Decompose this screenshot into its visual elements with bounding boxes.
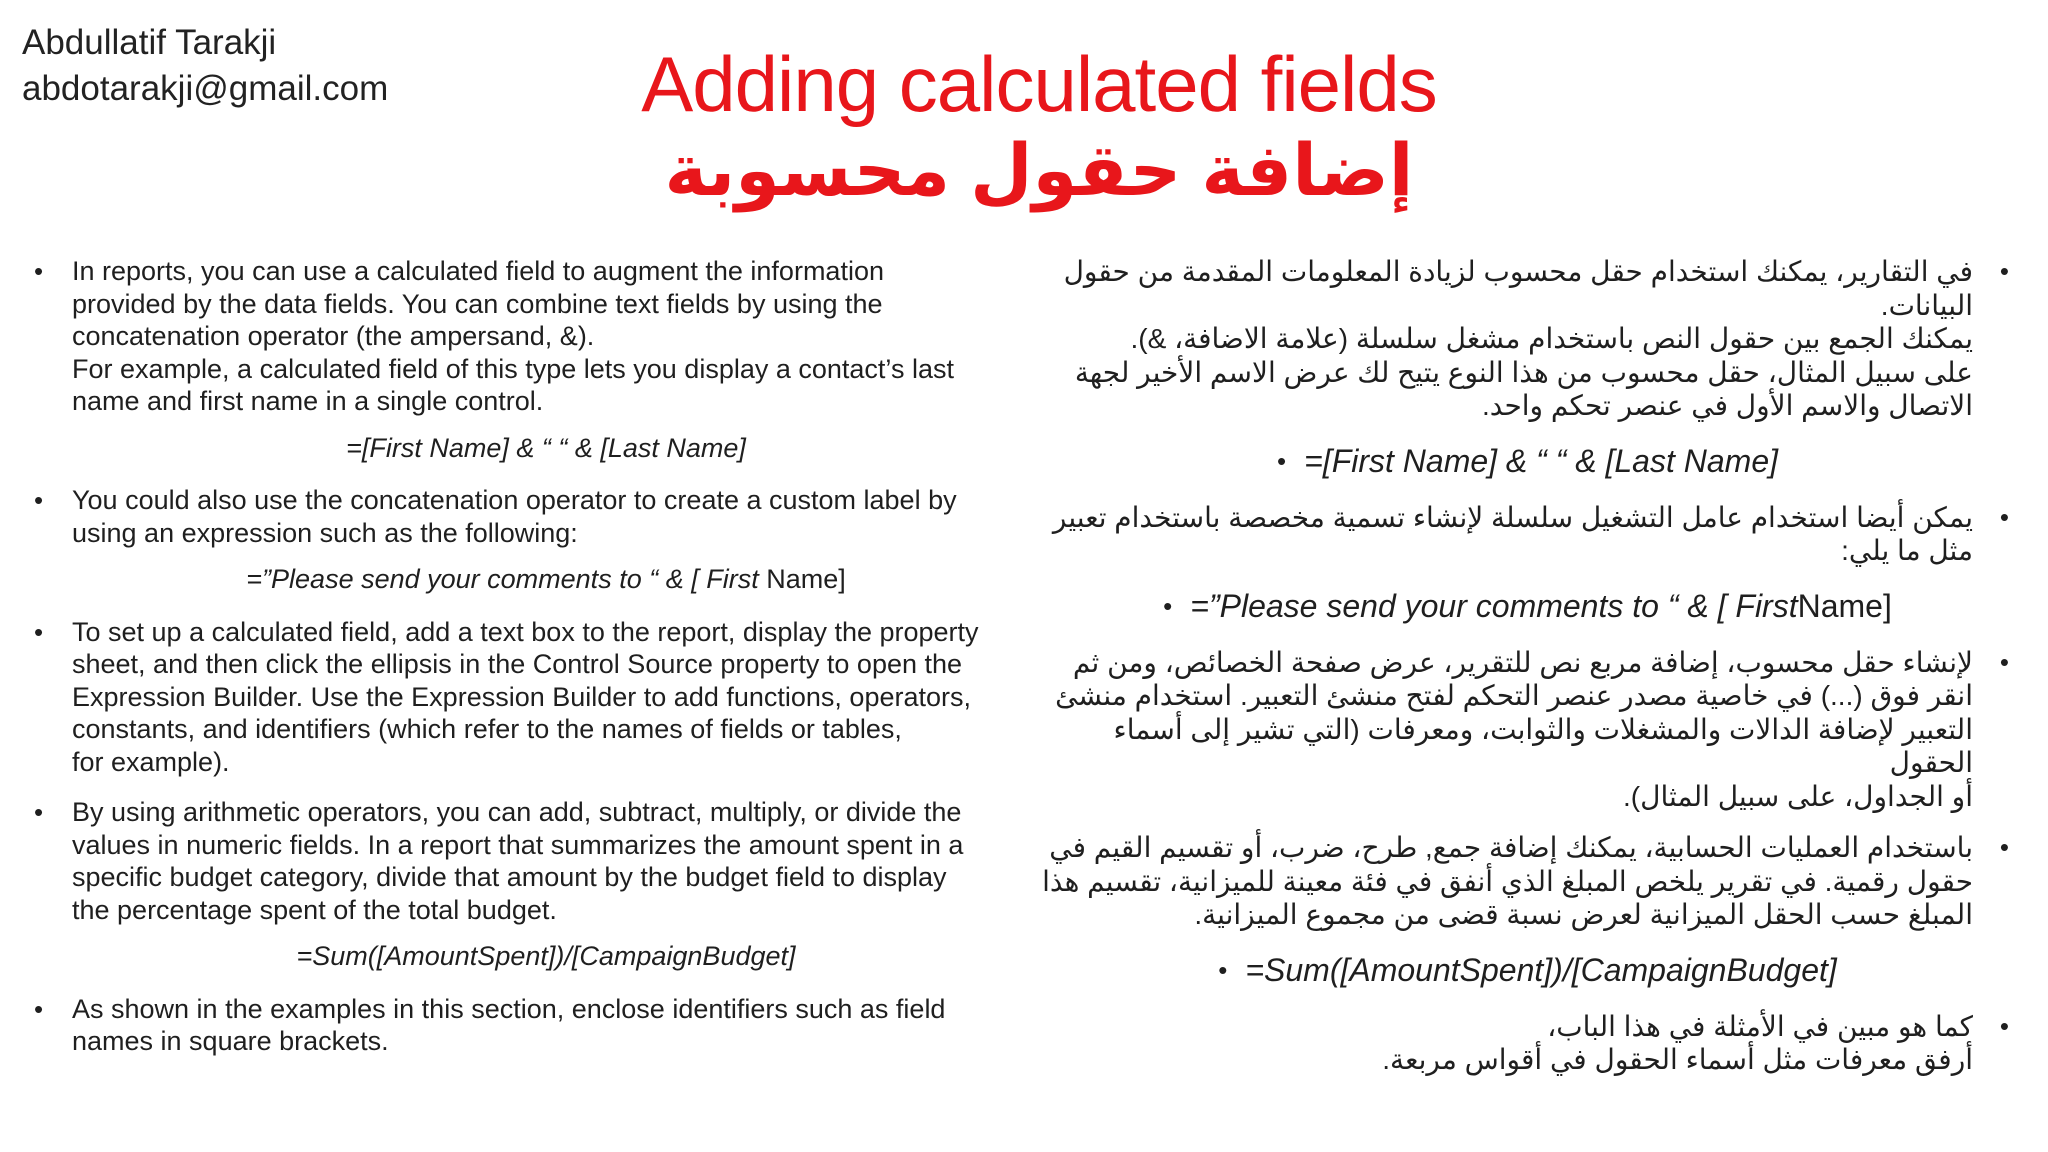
bullet-icon: •	[34, 616, 44, 647]
list-item	[1040, 831, 2015, 932]
formula-upright-part: Name]	[1797, 587, 1892, 624]
bullet-icon: •	[34, 256, 44, 286]
paragraph-line: أو الجداول، على سبيل المثال).	[1623, 780, 1973, 812]
arabic-column	[1040, 255, 2015, 1095]
slide-title	[0, 38, 2048, 212]
list-item	[1040, 1010, 2015, 1077]
paragraph-line: for example).	[72, 746, 230, 777]
paragraph-line: في التقارير، يمكنك استخدام حقل محسوب لزيادة المعلومات المقدمة من حقول البيانات.	[1063, 256, 1973, 321]
paragraph-line: To set up a calculated field, add a text box to the report, display the property	[72, 616, 979, 647]
bullet-icon: •	[34, 485, 44, 515]
paragraph-line: concatenation operator (the ampersand, &).	[72, 321, 595, 351]
paragraph-line: مثل ما يلي:	[1841, 535, 1973, 566]
list-item	[30, 796, 1020, 926]
paragraph-line: values in numeric fields. In a report that summarizes the amount spent in a	[72, 829, 964, 860]
paragraph-line: التعبير لإضافة الدالات والمشغلات والثوابت، ومعرفات (التي تشير إلى أسماء الحقول	[1113, 713, 1973, 778]
bullet-icon: •	[1277, 445, 1287, 476]
paragraph-line: By using arithmetic operators, you can add, subtract, multiply, or divide the	[72, 797, 962, 827]
bullet-icon: •	[1999, 501, 2009, 532]
formula-custom-label	[72, 563, 1020, 596]
paragraph-line: باستخدام العمليات الحسابية، يمكنك إضافة جمع, طرح، ضرب، أو تقسيم القيم في	[1049, 832, 1973, 863]
paragraph-line: As shown in the examples in this section, enclose identifiers such as field	[72, 993, 946, 1024]
paragraph-line: لإنشاء حقل محسوب، إضافة مربع نص للتقرير، عرض صفحة الخصائص، ومن ثم	[1072, 646, 1973, 678]
paragraph-line: specific budget category, divide that amount by the budget field to display	[72, 862, 947, 892]
bullet-icon: •	[1999, 256, 2009, 286]
paragraph-line: يمكن أيضا استخدام عامل التشغيل سلسلة لإنشاء تسمية مخصصة باستخدام تعبير	[1052, 501, 1973, 533]
paragraph-line: sheet, and then click the ellipsis in the Control Source property to open the	[72, 649, 963, 679]
formula-custom-label	[1040, 586, 2015, 626]
paragraph-line: provided by the data fields. You can combine text fields by using the	[72, 288, 883, 319]
paragraph-line: أرفق معرفات مثل أسماء الحقول في أقواس مربعة.	[1382, 1044, 1973, 1075]
title-arabic: إضافة حقول محسوبة	[664, 131, 1414, 211]
bullet-icon: •	[1218, 954, 1228, 985]
formula-text: =Sum([AmountSpent])/[CampaignBudget]	[1245, 951, 1837, 988]
bullet-icon: •	[1163, 590, 1173, 621]
list-item	[30, 255, 1020, 418]
formula-italic-part: =”Please send your comments to “ & [ First	[246, 564, 767, 594]
formula-sum-budget: =Sum([AmountSpent])/[CampaignBudget]	[296, 941, 796, 971]
formula-concatenate-name: =[First Name] & “ “ & [Last Name]	[346, 432, 746, 463]
formula-concatenate-name	[1040, 441, 2015, 481]
paragraph-line: You could also use the concatenation operator to create a custom label by	[72, 485, 957, 515]
author-email: abdotarakji@gmail.com	[22, 69, 389, 108]
title-english: Adding calculated fields	[641, 40, 1437, 128]
formula-upright-part: Name]	[766, 564, 846, 594]
list-item	[1040, 646, 2015, 814]
bullet-icon: •	[34, 993, 44, 1024]
paragraph-line: constants, and identifiers (which refer to the names of fields or tables,	[72, 714, 902, 744]
bullet-icon: •	[1999, 832, 2009, 862]
list-item	[30, 616, 1020, 779]
paragraph-line: كما هو مبين في الأمثلة في هذا الباب،	[1547, 1010, 1973, 1042]
paragraph-line: حقول رقمية. في تقرير يلخص المبلغ الذي أنفق في فئة معينة للميزانية، تقسيم هذا	[1042, 865, 1973, 897]
paragraph-line: In reports, you can use a calculated field to augment the information	[72, 256, 884, 286]
paragraph-line: Expression Builder. Use the Expression Builder to add functions, operators,	[72, 681, 971, 712]
paragraph-line: name and first name in a single control.	[72, 386, 544, 416]
paragraph-line: يمكنك الجمع بين حقول النص باستخدام مشغل سلسلة (علامة الاضافة، &).	[1130, 323, 1973, 354]
paragraph-line: the percentage spent of the total budget.	[72, 894, 557, 925]
list-item	[30, 993, 1020, 1058]
bullet-icon: •	[1999, 1010, 2009, 1041]
list-item	[1040, 255, 2015, 423]
paragraph-line: using an expression such as the following:	[72, 517, 578, 548]
formula-italic-part: =”Please send your comments to “ & [ First	[1190, 587, 1798, 624]
formula-text: =[First Name] & “ “ & [Last Name]	[1304, 442, 1778, 479]
paragraph-line: For example, a calculated field of this type lets you display a contact’s last	[72, 353, 954, 384]
paragraph-line: انقر فوق (...) في خاصية مصدر عنصر التحكم لفتح منشئ التعبير. استخدام منشئ	[1055, 680, 1973, 711]
list-item	[30, 484, 1020, 549]
paragraph-line: على سبيل المثال، حقل محسوب من هذا النوع يتيح لك عرض الاسم الأخير لجهة	[1074, 356, 1973, 388]
paragraph-line: المبلغ حسب الحقل الميزانية لعرض نسبة قضى من مجموع الميزانية.	[1194, 899, 1973, 930]
bullet-icon: •	[34, 797, 44, 827]
bullet-icon: •	[1999, 646, 2009, 677]
list-item	[1040, 501, 2015, 568]
author-name: Abdullatif Tarakji	[22, 23, 277, 62]
english-column	[30, 255, 1020, 1076]
paragraph-line: الاتصال والاسم الأول في عنصر تحكم واحد.	[1481, 390, 1973, 421]
formula-sum-budget	[1040, 950, 2015, 990]
paragraph-line: names in square brackets.	[72, 1026, 389, 1056]
